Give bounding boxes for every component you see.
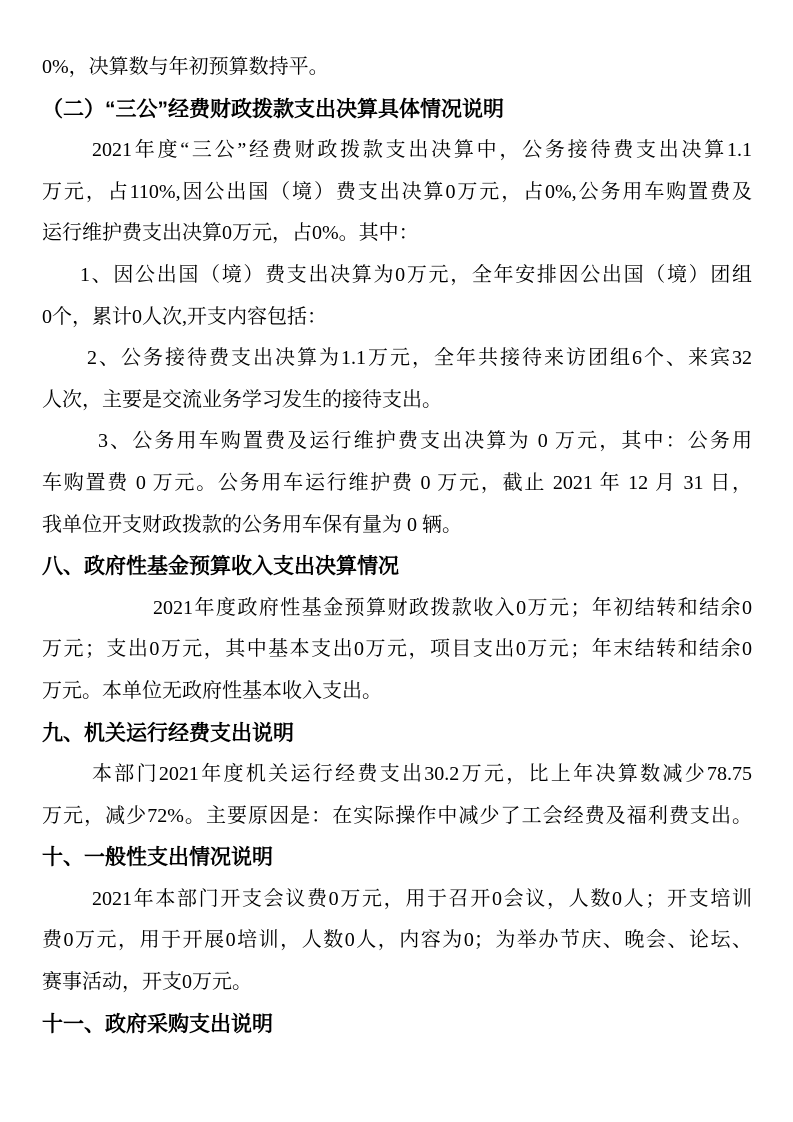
text-line: 万元；支出0万元，其中基本支出0万元，项目支出0万元；年末结转和结余0 (42, 638, 752, 661)
section-heading-2: （二）“三公”经费财政拨款支出决算具体情况说明 (42, 97, 504, 121)
text-line: 运行维护费支出决算0万元，占0%。其中： (42, 222, 419, 245)
text-line: 赛事活动，开支0万元。 (42, 971, 252, 994)
text-line-item-2: 2、公务接待费支出决算为1.1万元，全年共接待来访团组6个、来宾32 (87, 347, 752, 370)
text-line: 万元，减少72%。主要原因是：在实际操作中减少了工会经费及福利费支出。 (42, 804, 752, 827)
text-line: 费0万元，用于开展0培训，人数0人，内容为0；为举办节庆、晚会、论坛、 (42, 929, 752, 952)
text-line: 0个，累计0人次,开支内容包括： (42, 305, 327, 328)
text-line: 2021年本部门开支会议费0万元，用于召开0会议，人数0人；开支培训 (92, 887, 752, 910)
section-heading-9: 九、机关运行经费支出说明 (42, 721, 294, 745)
text-line: 人次，主要是交流业务学习发生的接待支出。 (42, 388, 442, 411)
text-line: 2021年度政府性基金预算财政拨款收入0万元；年初结转和结余0 (153, 596, 752, 619)
text-line-item-3: 3、公务用车购置费及运行维护费支出决算为 0 万元，其中：公务用 (98, 430, 752, 453)
text-line: 万元。本单位无政府性基本收入支出。 (42, 679, 382, 702)
text-line: 我单位开支财政拨款的公务用车保有量为 0 辆。 (42, 513, 462, 536)
text-line: 万元，占110%,因公出国（境）费支出决算0万元，占0%,公务用车购置费及 (42, 180, 752, 203)
section-heading-8: 八、政府性基金预算收入支出决算情况 (42, 555, 399, 579)
text-line: 0%，决算数与年初预算数持平。 (42, 56, 329, 78)
text-line-item-1: 1、因公出国（境）费支出决算为0万元，全年安排因公出国（境）团组 (80, 263, 752, 286)
text-line: 车购置费 0 万元。公务用车运行维护费 0 万元，截止 2021 年 12 月 31 日， (42, 471, 752, 494)
section-heading-10: 十、一般性支出情况说明 (42, 846, 273, 870)
text-line: 2021年度“三公”经费财政拨款支出决算中，公务接待费支出决算1.1 (92, 139, 752, 162)
text-line: 本部门2021年度机关运行经费支出30.2万元，比上年决算数减少78.75 (92, 763, 752, 786)
section-heading-11: 十一、政府采购支出说明 (42, 1012, 273, 1036)
